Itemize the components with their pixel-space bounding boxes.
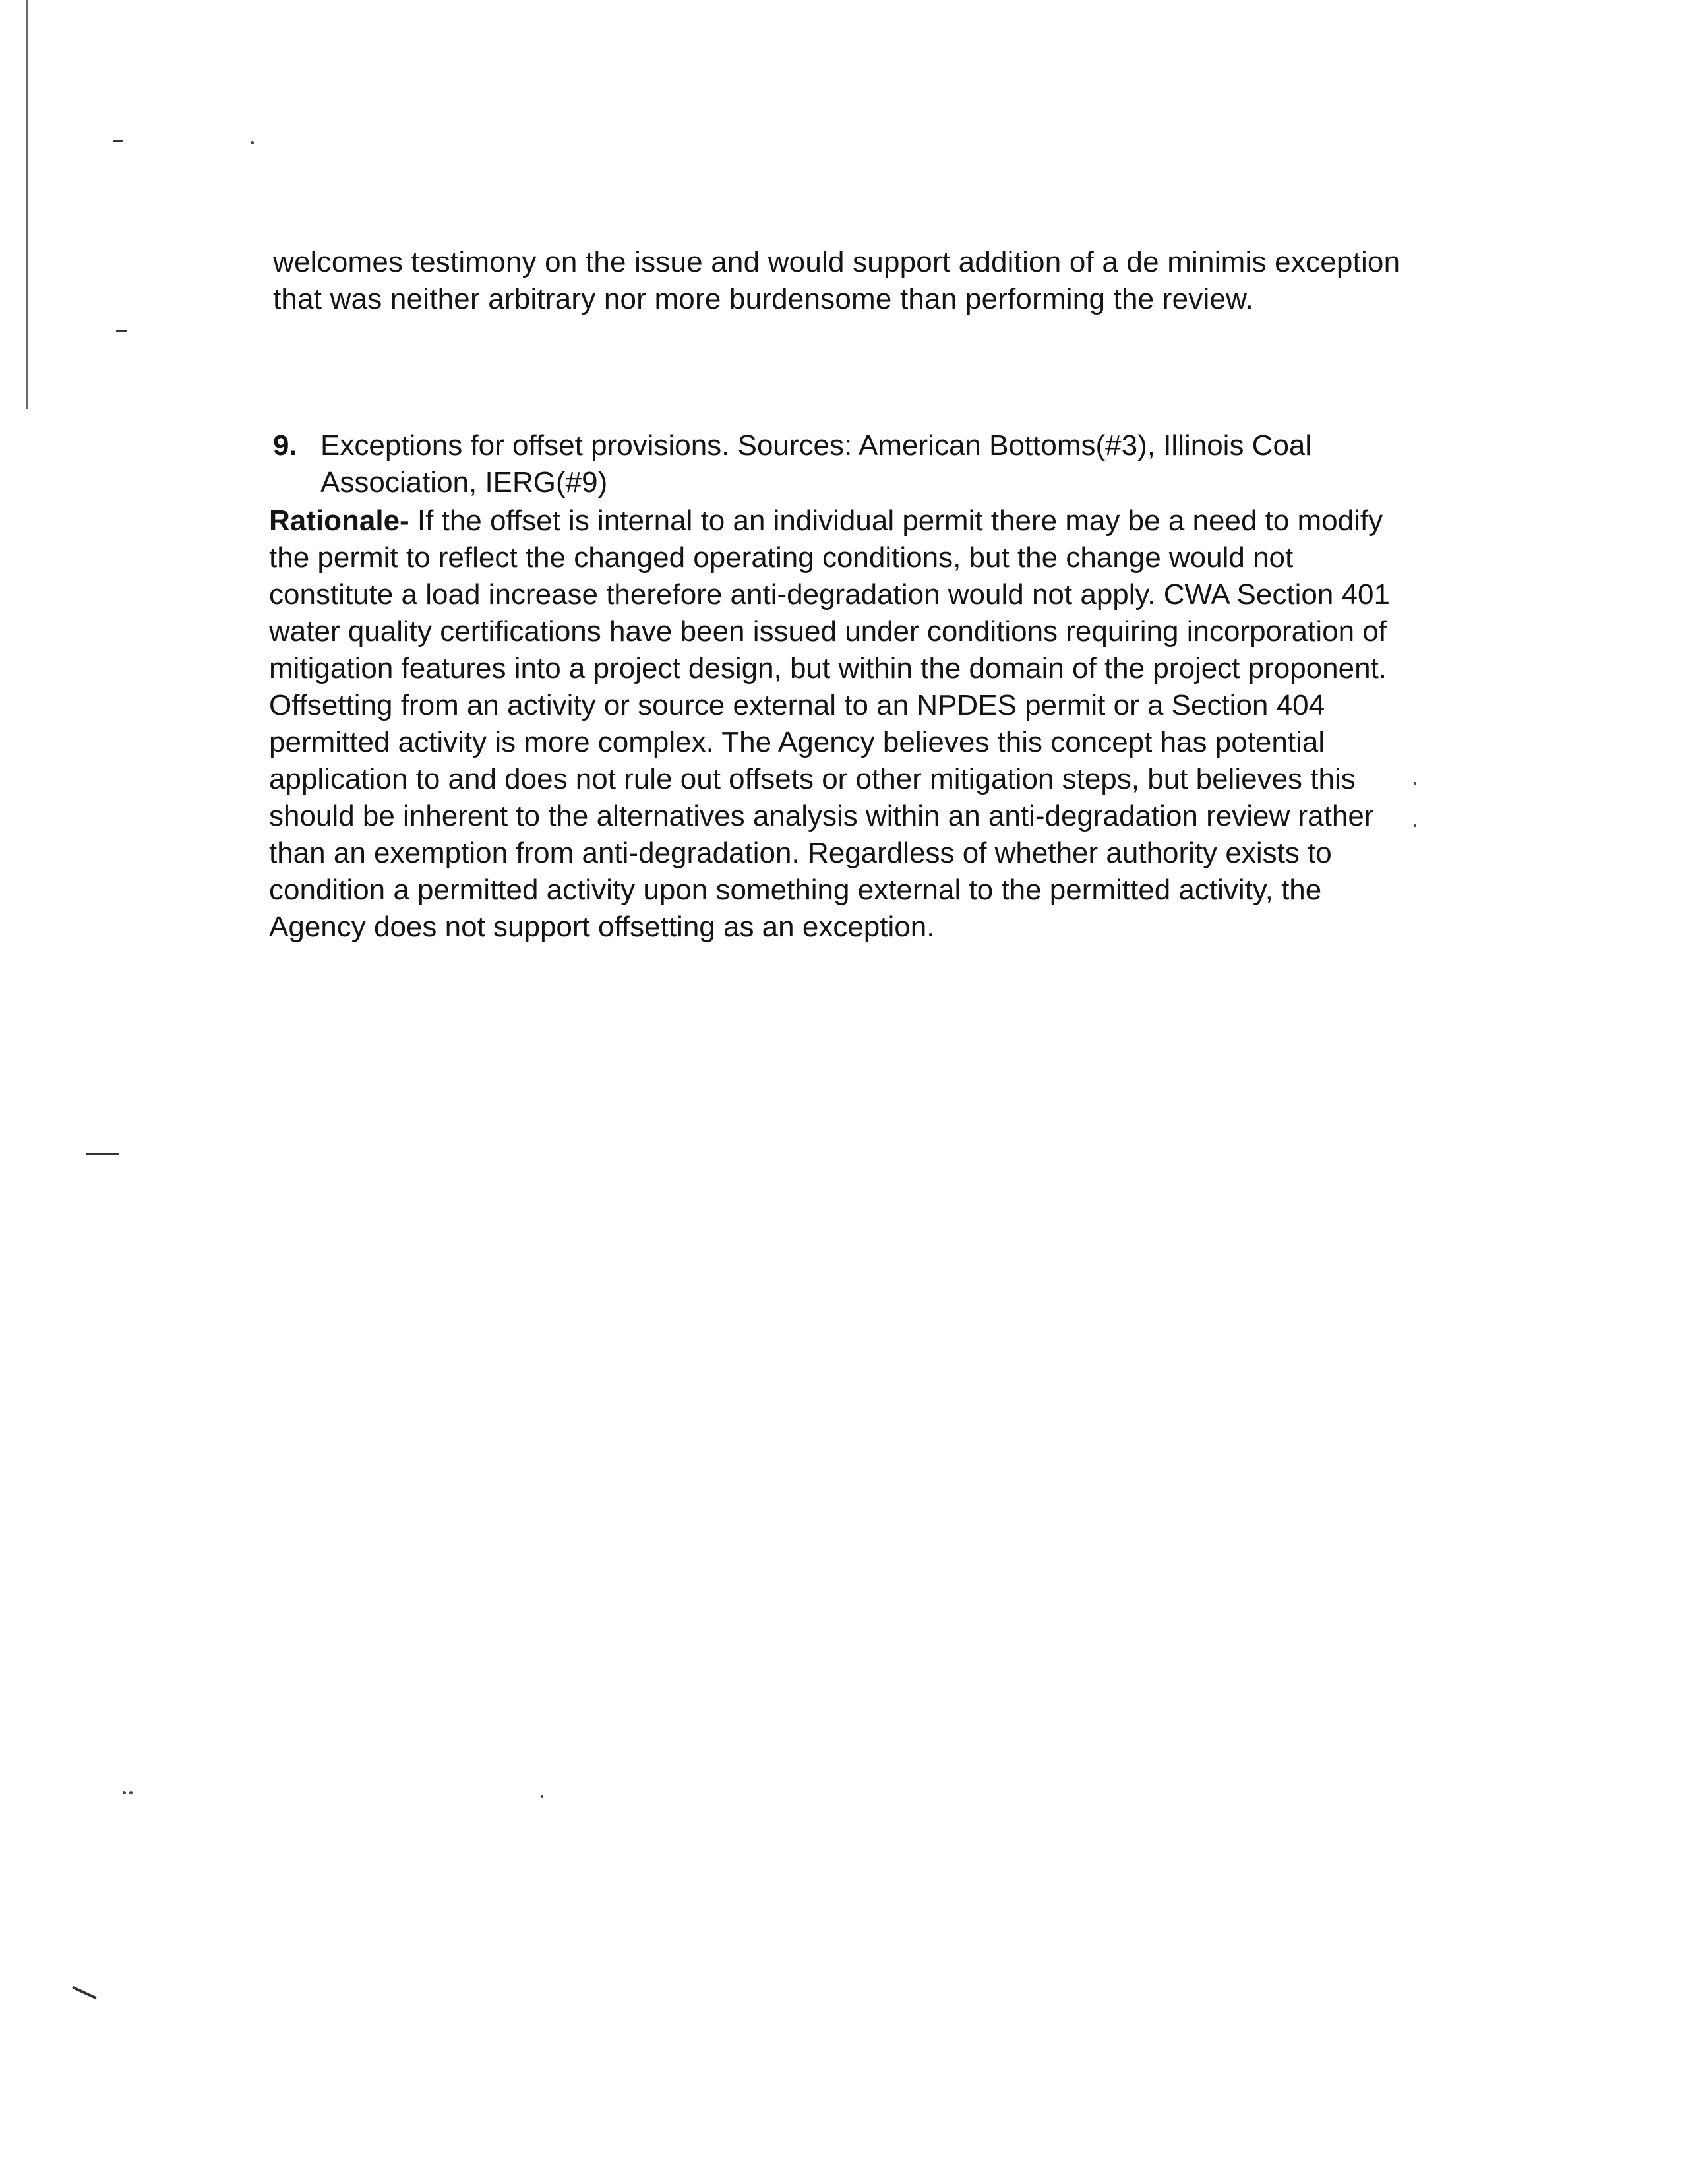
- item-number: 9.: [273, 429, 297, 462]
- scan-speck: [251, 141, 254, 144]
- scan-mark: [116, 330, 127, 332]
- scan-speck: [123, 1791, 126, 1794]
- scan-speck: [541, 1795, 543, 1798]
- rationale-paragraph: [269, 502, 1420, 946]
- continuation-paragraph: welcomes testimony on the issue and would support addition of a de minimis exception that was neither arbitrary nor more burdensome than performing the review.: [273, 246, 1401, 315]
- scan-mark: [86, 1153, 119, 1155]
- item-text: Exceptions for offset provisions. Sources: American Bottoms(#3), Illinois Coal Association, IERG(#9): [320, 429, 1312, 499]
- scan-edge-line: [26, 0, 28, 409]
- rationale-text: If the offset is internal to an individual permit there may be a need to modify the permit to reflect the changed operating conditions, but the change would not constitute a load increase therefore anti-degradation would not apply. CWA Section 401 water quality certifications have been issued under conditions requiring incorporation of mitigation features into a project design, but within the domain of the project proponent. Offsetting from an activity or source external to an NPDES permit or a Section 404 permitted activity is more complex. The Agency believes this concept has potential application to and does not rule out offsets or other mitigation steps, but believes this should be inherent to the alternatives analysis within an anti-degradation review rather than an exemption from anti-degradation. Regardless of whether authority exists to condition a permitted activity upon something external to the permitted activity, the Agency does not support offsetting as an exception.: [269, 504, 1390, 943]
- list-item-9: [273, 427, 1420, 501]
- scan-speck: [129, 1791, 133, 1794]
- scan-mark: [113, 140, 123, 142]
- rationale-label: Rationale-: [269, 504, 409, 537]
- scan-mark: [72, 1986, 97, 2000]
